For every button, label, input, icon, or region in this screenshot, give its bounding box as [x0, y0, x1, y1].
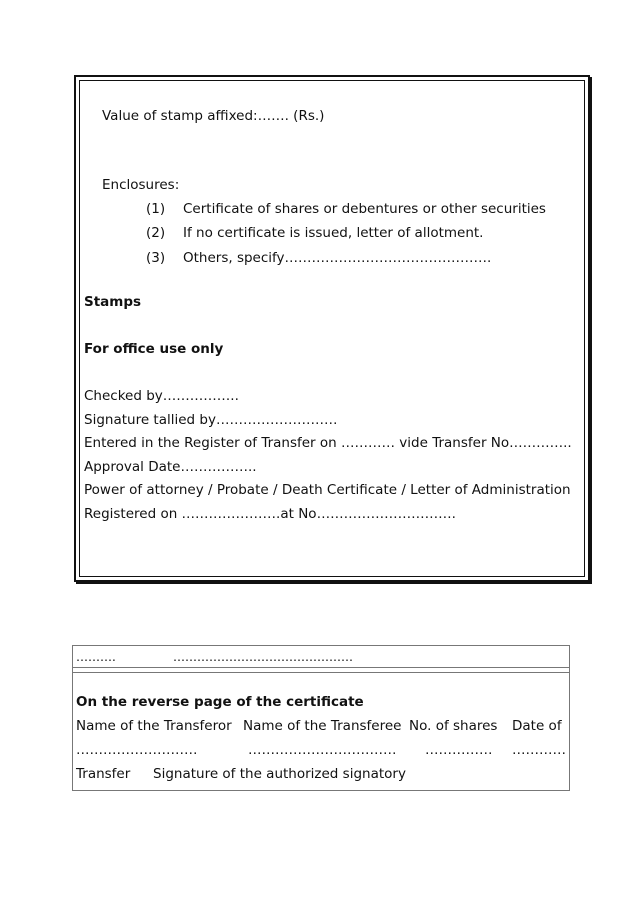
checked-by-line: Checked by……………..: [84, 388, 239, 404]
enclosure-number: (1): [146, 201, 166, 217]
col-no-of-shares: No. of shares: [409, 718, 498, 734]
enclosure-number: (3): [146, 250, 166, 266]
registered-on-line: Registered on ………………….at No………………………….: [84, 506, 456, 522]
power-of-attorney-line: Power of attorney / Probate / Death Certificate / Letter of Administration: [84, 482, 571, 498]
stamps-heading: Stamps: [84, 294, 142, 310]
dots-transferor: ………………………: [76, 742, 198, 758]
enclosure-text: Certificate of shares or debentures or other securities: [183, 201, 546, 217]
divider-line: [72, 672, 570, 673]
enclosures-label: Enclosures:: [102, 177, 180, 193]
signature-tallied-line: Signature tallied by………………………: [84, 412, 338, 428]
enclosure-number: (2): [146, 225, 166, 241]
reverse-page-heading: On the reverse page of the certificate: [76, 694, 364, 710]
transfer-label: Transfer: [76, 766, 131, 782]
dots-left: ……….: [76, 650, 116, 664]
col-transferee: Name of the Transferee: [243, 718, 402, 734]
office-use-heading: For office use only: [84, 341, 224, 357]
divider-line: [72, 667, 570, 668]
approval-date-line: Approval Date……………..: [84, 459, 257, 475]
enclosure-text: Others, specify……………………………………….: [183, 250, 492, 266]
dots-shares: ……………: [425, 742, 493, 758]
office-use-box-inner-border: [79, 80, 585, 577]
dots-right: ………………………………………: [173, 650, 353, 664]
col-date-of: Date of: [512, 718, 562, 734]
signature-label: Signature of the authorized signatory: [153, 766, 406, 782]
enclosure-text: If no certificate is issued, letter of allotment.: [183, 225, 484, 241]
dots-date: …………: [512, 742, 566, 758]
dots-transferee: ……………………………: [248, 742, 397, 758]
register-entry-line: Entered in the Register of Transfer on ………… vide Transfer No…………..: [84, 435, 572, 451]
stamp-value-line: Value of stamp affixed:……. (Rs.): [102, 108, 325, 124]
col-transferor: Name of the Transferor: [76, 718, 232, 734]
